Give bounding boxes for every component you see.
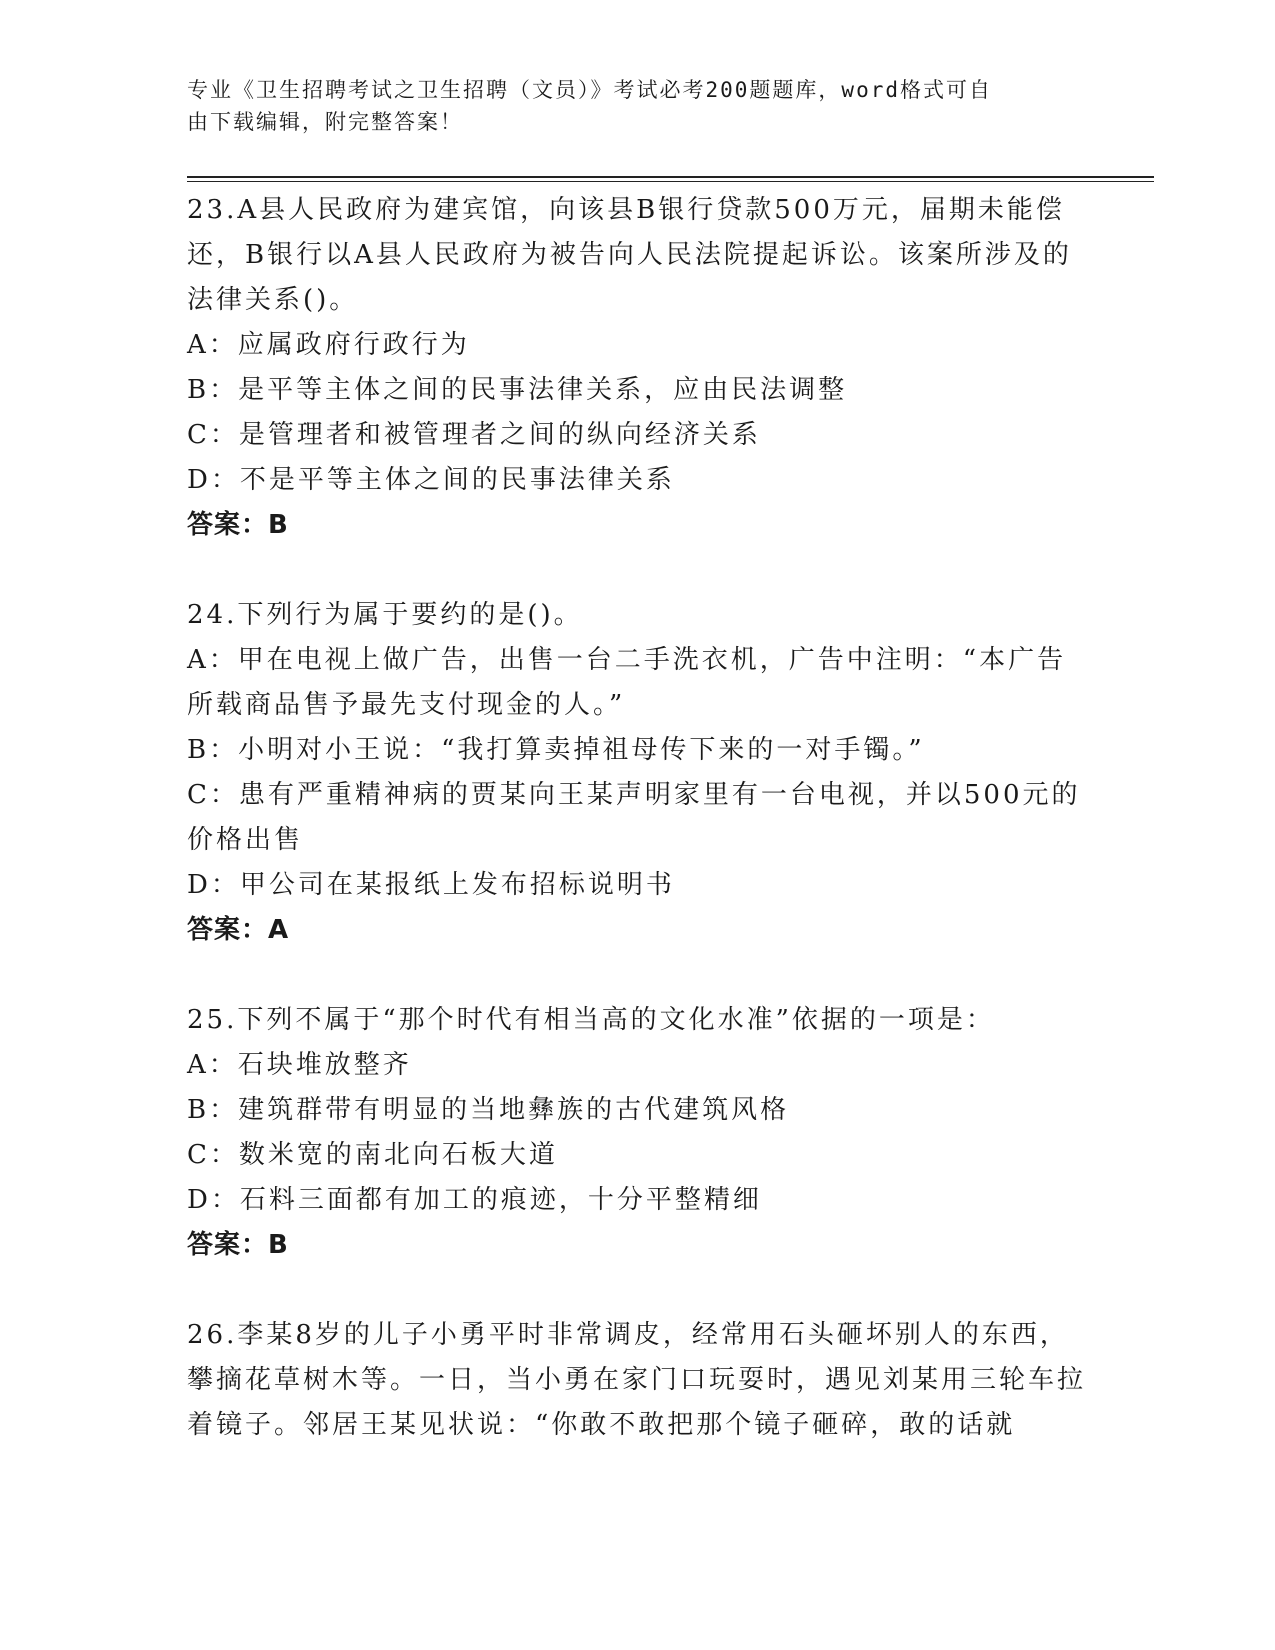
option-c: C：是管理者和被管理者之间的纵向经济关系 — [187, 420, 761, 450]
question-stem: 24.下列行为属于要约的是()。 — [187, 600, 583, 630]
question-23 — [187, 188, 1087, 548]
question-stem: 23.A县人民政府为建宾馆，向该县B银行贷款500万元，届期未能偿还，B银行以A县人民政府为被告向人民法院提起诉讼。该案所涉及的法律关系()。 — [187, 195, 1072, 315]
option-b: B：小明对小王说：“我打算卖掉祖母传下来的一对手镯。” — [187, 735, 925, 765]
question-25 — [187, 998, 1087, 1268]
answer-line: 答案：B — [187, 1230, 289, 1260]
option-a: A：甲在电视上做广告，出售一台二手洗衣机，广告中注明：“本广告所载商品售予最先支付现金的人。” — [187, 645, 1067, 720]
answer-line: 答案：B — [187, 510, 289, 540]
header-line-2: 由下载编辑，附完整答案！ — [187, 110, 463, 134]
option-d: D：石料三面都有加工的痕迹，十分平整精细 — [187, 1185, 762, 1215]
header-divider-thin — [187, 181, 1154, 182]
question-stem: 26.李某8岁的儿子小勇平时非常调皮，经常用石头砸坏别人的东西，攀摘花草树木等。一日，当小勇在家门口玩耍时，遇见刘某用三轮车拉着镜子。邻居王某见状说：“你敢不敢把那个镜子砸碎，敢的话就 — [187, 1320, 1087, 1440]
question-list — [187, 188, 1087, 1493]
header-line-1: 专业《卫生招聘考试之卫生招聘（文员）》考试必考200题题库，word格式可自 — [187, 78, 992, 102]
question-26 — [187, 1313, 1087, 1448]
option-b: B：建筑群带有明显的当地彝族的古代建筑风格 — [187, 1095, 790, 1125]
option-a: A：应属政府行政行为 — [187, 330, 470, 360]
document-header — [187, 74, 1087, 138]
option-a: A：石块堆放整齐 — [187, 1050, 412, 1080]
header-divider-thick — [187, 176, 1154, 178]
question-24 — [187, 593, 1087, 953]
option-d: D：甲公司在某报纸上发布招标说明书 — [187, 870, 675, 900]
option-c: C：患有严重精神病的贾某向王某声明家里有一台电视，并以500元的价格出售 — [187, 780, 1081, 855]
answer-line: 答案：A — [187, 915, 290, 945]
question-stem: 25.下列不属于“那个时代有相当高的文化水准”依据的一项是： — [187, 1005, 995, 1035]
option-d: D：不是平等主体之间的民事法律关系 — [187, 465, 675, 495]
option-c: C：数米宽的南北向石板大道 — [187, 1140, 558, 1170]
option-b: B：是平等主体之间的民事法律关系，应由民法调整 — [187, 375, 848, 405]
